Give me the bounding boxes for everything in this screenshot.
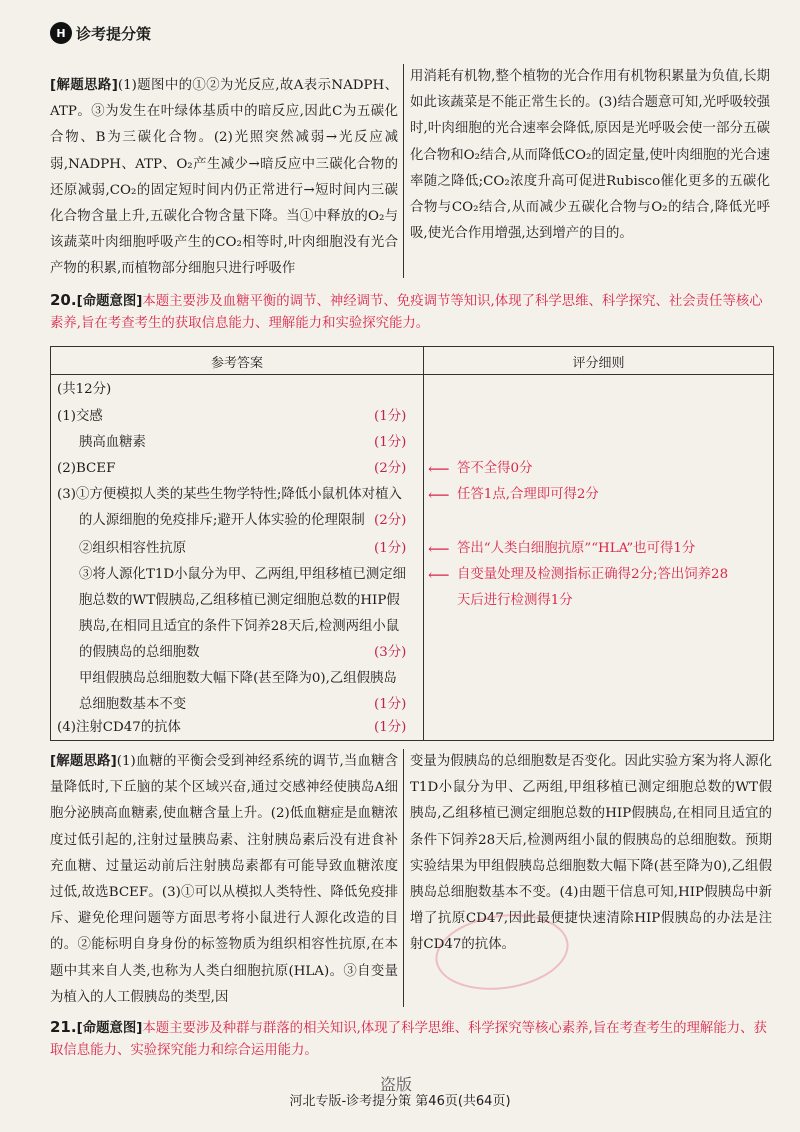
- q21-intent-tag: [命题意图]: [76, 1021, 143, 1036]
- points-3-3: (3分): [374, 645, 407, 660]
- q20-answer-table: [50, 346, 774, 741]
- brand-logo-icon: H: [50, 22, 72, 44]
- q20-intent-tag: [命题意图]: [76, 294, 143, 309]
- q20-intent: [50, 289, 772, 335]
- q19-analysis-right: [410, 64, 770, 247]
- answer-2: (2)BCEF: [57, 461, 116, 476]
- note-3-3-line1: 自变量处理及检测指标正确得2分;答出饲养28: [457, 567, 729, 582]
- answer-4: (4)注射CD47的抗体: [57, 720, 181, 735]
- total-points: (共12分): [57, 382, 112, 397]
- watermark-text: 盗版: [380, 1075, 413, 1094]
- answer-3-3-line3: 胰岛,在相同且适宜的条件下饲养28天后,检测两组小鼠: [79, 619, 400, 634]
- points-3-2: (1分): [374, 541, 407, 556]
- answer-1-1: (1)交感: [57, 409, 103, 424]
- q21-intent: [50, 1016, 772, 1062]
- q20-intent-text: 本题主要涉及血糖平衡的调节、神经调节、免疫调节等知识,体现了科学思维、科学探究、社会责任等核心素养,旨在考查考生的获取信息能力、理解能力和实验探究能力。: [50, 294, 763, 331]
- table-divider: [423, 347, 424, 740]
- answer-3-2: ②组织相容性抗原: [79, 541, 187, 556]
- arrow-left-icon: ⟵: [428, 486, 450, 504]
- brand-title: 诊考提分策: [76, 24, 152, 43]
- answer-3-3-line2: 胞总数的WT假胰岛,乙组移植已测定细胞总数的HIP假: [79, 593, 400, 608]
- q19-analysis-left: [50, 73, 398, 283]
- answer-3-3-line1: ③将人源化T1D小鼠分为甲、乙两组,甲组移植已测定细: [79, 567, 407, 582]
- note-3-1: 任答1点,合理即可得2分: [457, 487, 599, 502]
- points-1-1: (1分): [374, 409, 407, 424]
- brand-header: [50, 20, 151, 46]
- arrow-left-icon: ⟵: [428, 460, 450, 478]
- points-2: (2分): [374, 461, 407, 476]
- points-3-1: (2分): [374, 513, 407, 528]
- answer-3-4-line2: 总细胞数基本不变: [79, 697, 187, 712]
- page-footer: 河北专版-诊考提分策 第46页(共64页): [289, 1094, 511, 1109]
- answer-1-2: 胰高血糖素: [79, 435, 146, 450]
- note-2: 答不全得0分: [457, 461, 533, 476]
- column-divider: [403, 64, 404, 278]
- points-1-2: (1分): [374, 435, 407, 450]
- arrow-left-icon: ⟵: [428, 540, 450, 558]
- q20-analysis-left-text: (1)血糖的平衡会受到神经系统的调节,当血糖含量降低时,下丘脑的某个区域兴奋,通过交感神经使胰岛A细胞分泌胰高血糖素,使血糖含量上升。(2)低血糖症是血糖浓度过低引起的,注射过量胰岛素、注射胰岛素后没有进食补充血糖、过量运动前后注射胰岛素都有可能导致血糖浓度过低,故选BCEF。(3)①可以从模拟人类特性、降低免疫排斥、避免伦理问题等方面思考将小鼠进行人源化改造的目的。②能标明自身身份的标签物质为组织相容性抗原,在本题中其来自人类,也称为人类白细胞抗原(HLA)。③自变量为植入的人工假胰岛的类型,因: [50, 754, 398, 1005]
- q20-analysis-left: [50, 749, 398, 1011]
- answer-3-3-line4: 的假胰岛的总细胞数: [79, 645, 200, 660]
- column-divider: [403, 749, 404, 1007]
- q21-number: 21.: [50, 1018, 77, 1036]
- q21-intent-text: 本题主要涉及种群与群落的相关知识,体现了科学思维、科学探究等核心素养,旨在考查考生的理解能力、获取信息能力、实验探究能力和综合运用能力。: [50, 1021, 767, 1058]
- q20-number: 20.: [50, 291, 77, 309]
- q20-analysis-tag: [解题思路]: [50, 754, 117, 769]
- q19-analysis-right-text: 用消耗有机物,整个植物的光合作用有机物积累量为负值,长期如此该蔬菜是不能正常生长的。(3)结合题意可知,光呼吸较强时,叶肉细胞的光合速率会降低,原因是光呼吸会使一部分五碳化合物和O₂结合,从而降低CO₂的固定量,使叶肉细胞的光合速率随之降低;CO₂浓度升高可促进Rubisco催化更多的五碳化合物与CO₂结合,从而减少五碳化合物与O₂的结合,降低光呼吸,使光合作用增强,达到增产的目的。: [410, 69, 770, 242]
- note-3-2: 答出“人类白细胞抗原”“HLA”也可得1分: [457, 541, 696, 556]
- q19-analysis-left-text: (1)题图中的①②为光反应,故A表示NADPH、ATP。③为发生在叶绿体基质中的暗反应,因此C为五碳化合物、B为三碳化合物。(2)光照突然减弱→光反应减弱,NADPH、ATP、O₂产生减少→暗反应中三碳化合物的还原减弱,CO₂的固定短时间内仍正常进行→短时间内三碳化合物含量上升,五碳化合物含量下降。当①中释放的O₂与该蔬菜叶肉细胞呼吸产生的CO₂相等时,叶肉细胞没有光合产物的积累,而植物部分细胞只进行呼吸作: [50, 78, 398, 277]
- arrow-left-icon: ⟵: [428, 566, 450, 584]
- q20-analysis-right-text: 变量为假胰岛的总细胞数是否变化。因此实验方案为将人源化T1D小鼠分为甲、乙两组,甲组移植已测定细胞总数的WT假胰岛,乙组移植已测定细胞总数的HIP假胰岛,在相同且适宜的条件下饲养28天后,检测两组小鼠的假胰岛的总细胞数。预期实验结果为甲组假胰岛总细胞数大幅下降(甚至降为0),乙组假胰岛总细胞数基本不变。(4)由题干信息可知,HIP假胰岛中新增了抗原CD47,因此最便捷快速清除HIP假胰岛的办法是注射CD47的抗体。: [410, 754, 772, 953]
- q19-analysis-tag: [解题思路]: [50, 78, 118, 93]
- answer-3-1-line2: 的人源细胞的免疫排斥;避开人体实验的伦理限制: [79, 513, 365, 528]
- col-header-answer: 参考答案: [210, 356, 263, 371]
- points-4: (1分): [374, 720, 407, 735]
- table-header: [51, 347, 773, 375]
- col-header-score: 评分细则: [572, 356, 625, 371]
- answer-3-4-line1: 甲组假胰岛总细胞数大幅下降(甚至降为0),乙组假胰岛: [79, 671, 397, 686]
- answer-3-1-line1: (3)①方便模拟人类的某些生物学特性;降低小鼠机体对植入: [57, 487, 402, 502]
- note-3-3-line2: 天后进行检测得1分: [457, 593, 573, 608]
- points-3-4: (1分): [374, 697, 407, 712]
